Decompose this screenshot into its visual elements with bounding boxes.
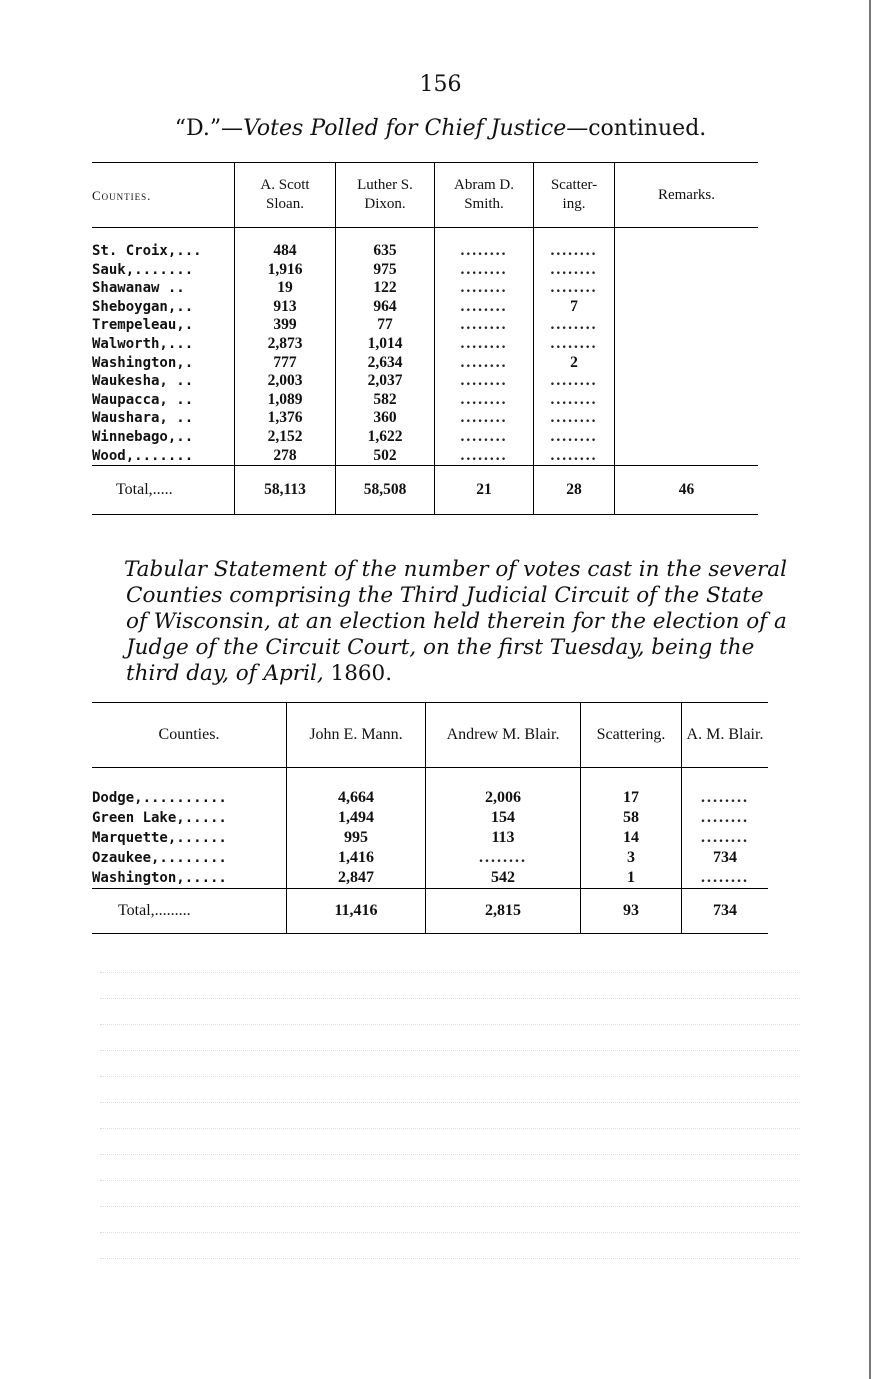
page-number: 156 (419, 72, 462, 97)
table-row (92, 335, 758, 354)
table-row (92, 298, 758, 317)
header-counties: Counties. (92, 703, 287, 768)
scattering-votes: 7 (534, 298, 615, 317)
table-d-title-prefix: “D.”— (174, 116, 244, 141)
county-name: Waupacca, .. (92, 391, 194, 408)
mann-votes: 4,664 (287, 768, 426, 809)
table-row (92, 828, 768, 848)
leader-dots: ........ (460, 446, 508, 464)
scattering-votes (534, 372, 615, 391)
remarks (615, 447, 759, 466)
dixon-votes: 635 (336, 228, 435, 261)
scattering-votes: 58 (581, 808, 682, 828)
total-smith: 21 (435, 466, 534, 515)
sloan-votes: 484 (235, 228, 336, 261)
total-label: Total,......... (92, 889, 287, 934)
table-row (92, 447, 758, 466)
header-sloan: A. Scott Sloan. (235, 163, 336, 228)
leader-dots: ........ (550, 242, 598, 259)
am-blair-votes (682, 868, 769, 889)
scattering-votes (534, 391, 615, 410)
remarks (615, 391, 759, 410)
table-body (92, 228, 758, 515)
statement-date: third day, of April, (126, 661, 324, 686)
smith-votes (435, 335, 534, 354)
remarks (615, 335, 759, 354)
table-row (92, 261, 758, 280)
table-header-row (92, 163, 758, 228)
sloan-votes: 1,916 (235, 261, 336, 280)
leader-dots: ........ (460, 427, 508, 445)
county-name: Waukesha, .. (92, 373, 194, 390)
header-remarks: Remarks. (615, 163, 759, 228)
bleed-through-marks (100, 950, 800, 1270)
table-row (92, 409, 758, 428)
total-am-blair: 734 (682, 889, 769, 934)
table-row (92, 868, 768, 889)
leader-dots: ........ (460, 372, 508, 390)
county-name: Sheboygan,.. (92, 298, 194, 315)
sloan-votes: 2,003 (235, 372, 336, 391)
am-blair-votes (682, 808, 769, 828)
scattering-votes (534, 279, 615, 298)
table-header-row (92, 703, 768, 768)
remarks (615, 428, 759, 447)
smith-votes (435, 261, 534, 280)
total-scattering: 93 (581, 889, 682, 934)
leader-dots: ........ (460, 279, 508, 297)
table-row (92, 279, 758, 298)
table-d-title-italic: Votes Polled for Chief Justice (243, 116, 567, 141)
leader-dots: ........ (460, 334, 508, 352)
smith-votes (435, 279, 534, 298)
total-dixon: 58,508 (336, 466, 435, 515)
leader-dots: ........ (550, 390, 598, 408)
mann-votes: 1,494 (287, 808, 426, 828)
sloan-votes: 1,089 (235, 391, 336, 410)
smith-votes (435, 228, 534, 261)
smith-votes (435, 354, 534, 373)
header-scattering: Scatter-ing. (534, 163, 615, 228)
statement-line: of Wisconsin, at an election held therein for the election of a (126, 609, 787, 634)
county-name: Washington,..... (92, 870, 227, 886)
scattering-votes: 1 (581, 868, 682, 889)
scattering-votes: 2 (534, 354, 615, 373)
am-blair-votes (682, 768, 769, 809)
scattering-votes: 17 (581, 768, 682, 809)
sloan-votes: 399 (235, 316, 336, 335)
scattering-votes: 3 (581, 848, 682, 868)
dixon-votes: 582 (336, 391, 435, 410)
leader-dots: ........ (550, 334, 598, 352)
county-name: Green Lake,..... (92, 810, 227, 826)
leader-dots: ........ (550, 372, 598, 390)
remarks (615, 316, 759, 335)
statement-line-last (124, 661, 774, 687)
tabular-statement-heading (124, 557, 787, 687)
sloan-votes: 2,152 (235, 428, 336, 447)
county-name: Dodge,.......... (92, 790, 227, 806)
smith-votes (435, 316, 534, 335)
sloan-votes: 913 (235, 298, 336, 317)
sloan-votes: 19 (235, 279, 336, 298)
header-dixon: Luther S. Dixon. (336, 163, 435, 228)
leader-dots: ........ (550, 260, 598, 278)
andrew-blair-votes: 2,006 (426, 768, 581, 809)
county-name: Trempeleau,. (92, 317, 194, 334)
circuit-judge-votes-table (92, 702, 768, 934)
remarks (615, 354, 759, 373)
dixon-votes: 1,014 (336, 335, 435, 354)
leader-dots: ........ (550, 316, 598, 334)
chief-justice-votes-table (92, 162, 758, 515)
table-row (92, 372, 758, 391)
county-name: Walworth,... (92, 335, 194, 352)
mann-votes: 995 (287, 828, 426, 848)
total-mann: 11,416 (287, 889, 426, 934)
smith-votes (435, 298, 534, 317)
total-row (92, 889, 768, 934)
statement-line: Tabular Statement of the number of votes cast in the several (124, 557, 787, 582)
table-body (92, 768, 768, 934)
leader-dots: ........ (550, 279, 598, 297)
andrew-blair-votes (426, 848, 581, 868)
leader-dots: ........ (460, 353, 508, 371)
county-name: Winnebago,.. (92, 428, 194, 445)
remarks (615, 372, 759, 391)
table-row (92, 848, 768, 868)
sloan-votes: 278 (235, 447, 336, 466)
leader-dots: ........ (550, 427, 598, 445)
header-scattering: Scattering. (581, 703, 682, 768)
leader-dots: ........ (701, 869, 749, 886)
leader-dots: ........ (550, 409, 598, 427)
sloan-votes: 1,376 (235, 409, 336, 428)
leader-dots: ........ (460, 242, 508, 259)
county-name: Sauk,....... (92, 261, 194, 278)
page-edge-line (869, 0, 871, 1379)
dixon-votes: 975 (336, 261, 435, 280)
am-blair-votes (682, 828, 769, 848)
scattering-votes (534, 409, 615, 428)
remarks (615, 228, 759, 261)
dixon-votes: 1,622 (336, 428, 435, 447)
header-mann: John E. Mann. (287, 703, 426, 768)
table-row (92, 808, 768, 828)
leader-dots: ........ (460, 297, 508, 315)
county-name: Ozaukee,........ (92, 850, 227, 866)
dixon-votes: 964 (336, 298, 435, 317)
andrew-blair-votes: 542 (426, 868, 581, 889)
dixon-votes: 502 (336, 447, 435, 466)
andrew-blair-votes: 154 (426, 808, 581, 828)
leader-dots: ........ (550, 446, 598, 464)
remarks (615, 298, 759, 317)
leader-dots: ........ (460, 390, 508, 408)
smith-votes (435, 391, 534, 410)
table-row (92, 768, 768, 809)
table-row (92, 391, 758, 410)
scattering-votes (534, 228, 615, 261)
table-row (92, 428, 758, 447)
statement-year: 1860. (330, 661, 393, 686)
scattering-votes (534, 428, 615, 447)
scattering-votes: 14 (581, 828, 682, 848)
header-smith: Abram D. Smith. (435, 163, 534, 228)
table-row (92, 316, 758, 335)
smith-votes (435, 447, 534, 466)
leader-dots: ........ (701, 809, 749, 826)
header-counties: Counties. (92, 163, 235, 228)
scattering-votes (534, 335, 615, 354)
table-row (92, 228, 758, 261)
leader-dots: ........ (460, 409, 508, 427)
county-name: Marquette,...... (92, 830, 227, 846)
scattering-votes (534, 316, 615, 335)
leader-dots: ........ (701, 789, 749, 806)
county-name: Wood,....... (92, 447, 194, 464)
sloan-votes: 777 (235, 354, 336, 373)
dixon-votes: 360 (336, 409, 435, 428)
total-andrew-blair: 2,815 (426, 889, 581, 934)
table-d-title (0, 116, 881, 141)
dixon-votes: 2,634 (336, 354, 435, 373)
scattering-votes (534, 447, 615, 466)
smith-votes (435, 409, 534, 428)
statement-line: Counties comprising the Third Judicial Circuit of the State (126, 583, 764, 608)
am-blair-votes: 734 (682, 848, 769, 868)
remarks (615, 409, 759, 428)
remarks (615, 261, 759, 280)
smith-votes (435, 372, 534, 391)
total-row (92, 466, 758, 515)
total-scattering: 28 (534, 466, 615, 515)
total-sloan: 58,113 (235, 466, 336, 515)
leader-dots: ........ (479, 849, 527, 866)
county-name: Washington,. (92, 354, 194, 371)
total-label: Total,..... (92, 466, 235, 515)
smith-votes (435, 428, 534, 447)
statement-line: Judge of the Circuit Court, on the first Tuesday, being the (126, 635, 755, 660)
scattering-votes (534, 261, 615, 280)
county-name: Waushara, .. (92, 410, 194, 427)
mann-votes: 2,847 (287, 868, 426, 889)
county-name: St. Croix,... (92, 243, 202, 259)
county-name: Shawanaw .. (92, 280, 185, 297)
header-andrew-blair: Andrew M. Blair. (426, 703, 581, 768)
andrew-blair-votes: 113 (426, 828, 581, 848)
table-d-title-suffix: —continued. (566, 116, 707, 141)
leader-dots: ........ (701, 829, 749, 846)
remarks (615, 279, 759, 298)
mann-votes: 1,416 (287, 848, 426, 868)
leader-dots: ........ (460, 260, 508, 278)
dixon-votes: 2,037 (336, 372, 435, 391)
table-row (92, 354, 758, 373)
dixon-votes: 122 (336, 279, 435, 298)
leader-dots: ........ (460, 316, 508, 334)
sloan-votes: 2,873 (235, 335, 336, 354)
header-am-blair: A. M. Blair. (682, 703, 769, 768)
total-remarks: 46 (615, 466, 759, 515)
dixon-votes: 77 (336, 316, 435, 335)
